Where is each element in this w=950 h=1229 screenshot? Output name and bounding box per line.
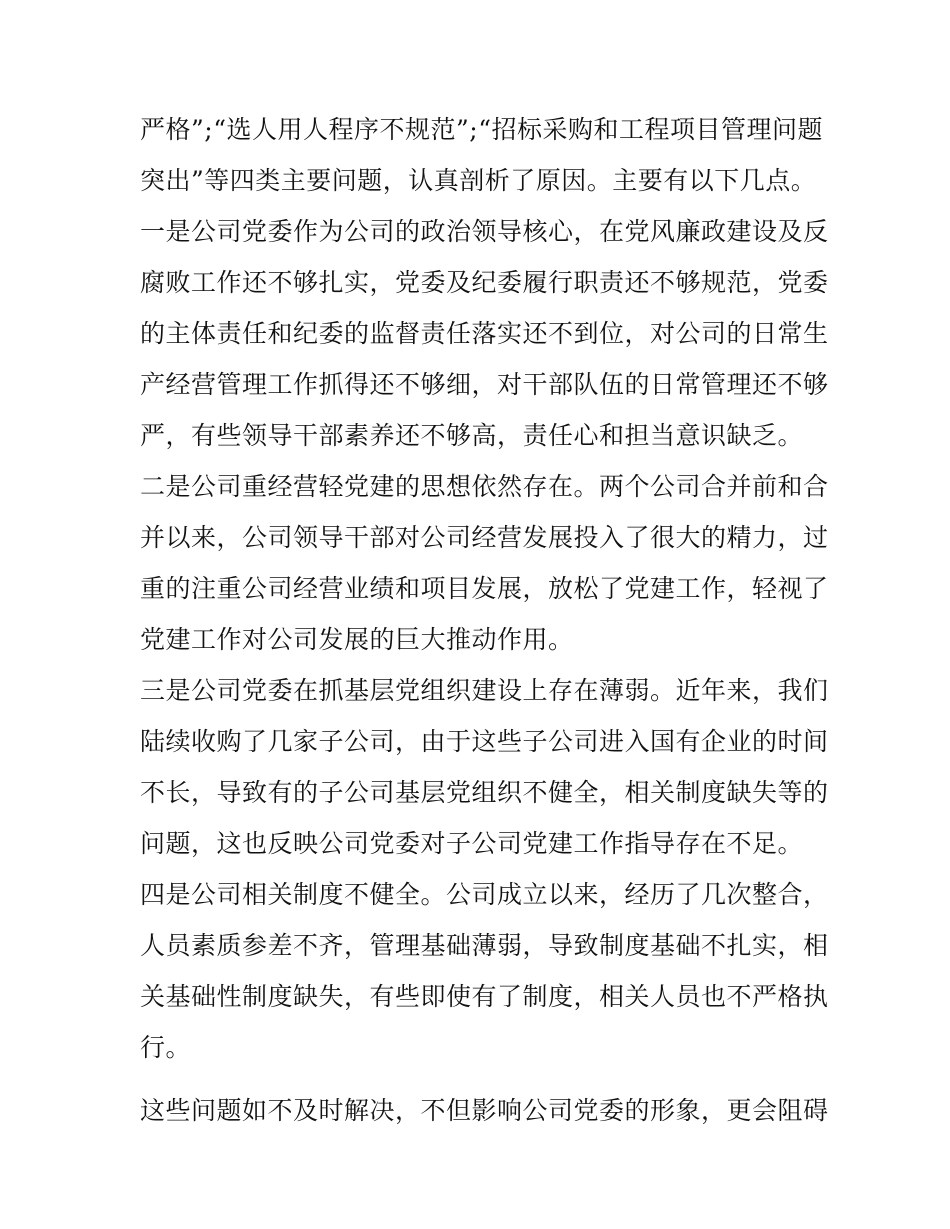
text-line: 陆续收购了几家子公司，由于这些子公司进入国有企业的时间: [140, 727, 829, 756]
text-line: 这些问题如不及时解决，不但影响公司党委的形象，更会阻碍: [140, 1096, 829, 1125]
text-line: 人员素质参差不齐，管理基础薄弱，导致制度基础不扎实，相: [140, 931, 829, 960]
text-line: 党建工作对公司发展的巨大推动作用。: [140, 625, 574, 654]
text-line: 行。: [140, 1033, 192, 1062]
text-line: 腐败工作还不够扎实，党委及纪委履行职责还不够规范，党委: [140, 268, 829, 297]
text-line: 突出”等四类主要问题，认真剖析了原因。主要有以下几点。: [140, 166, 817, 195]
text-line: 四是公司相关制度不健全。公司成立以来，经历了几次整合，: [140, 880, 829, 909]
text-line: 的主体责任和纪委的监督责任落实还不到位，对公司的日常生: [140, 319, 829, 348]
text-line: 问题，这也反映公司党委对子公司党建工作指导存在不足。: [140, 829, 804, 858]
text-line: 并以来，公司领导干部对公司经营发展投入了很大的精力，过: [140, 523, 829, 552]
text-line: 一是公司党委作为公司的政治领导核心，在党风廉政建设及反: [140, 217, 829, 246]
paragraph-gap: [140, 1073, 816, 1085]
text-line: 重的注重公司经营业绩和项目发展，放松了党建工作，轻视了: [140, 574, 829, 603]
text-line: 严格”;“选人用人程序不规范”;“招标采购和工程项目管理问题: [140, 115, 823, 144]
text-line: 二是公司重经营轻党建的思想依然存在。两个公司合并前和合: [140, 472, 829, 501]
document-body: [140, 104, 829, 1136]
text-line: 三是公司党委在抓基层党组织建设上存在薄弱。近年来，我们: [140, 676, 829, 705]
text-line: 产经营管理工作抓得还不够细，对干部队伍的日常管理还不够: [140, 370, 829, 399]
text-line: 严，有些领导干部素养还不够高，责任心和担当意识缺乏。: [140, 421, 804, 450]
text-line: 不长，导致有的子公司基层党组织不健全，相关制度缺失等的: [140, 778, 829, 807]
text-line: 关基础性制度缺失，有些即使有了制度，相关人员也不严格执: [140, 982, 829, 1011]
